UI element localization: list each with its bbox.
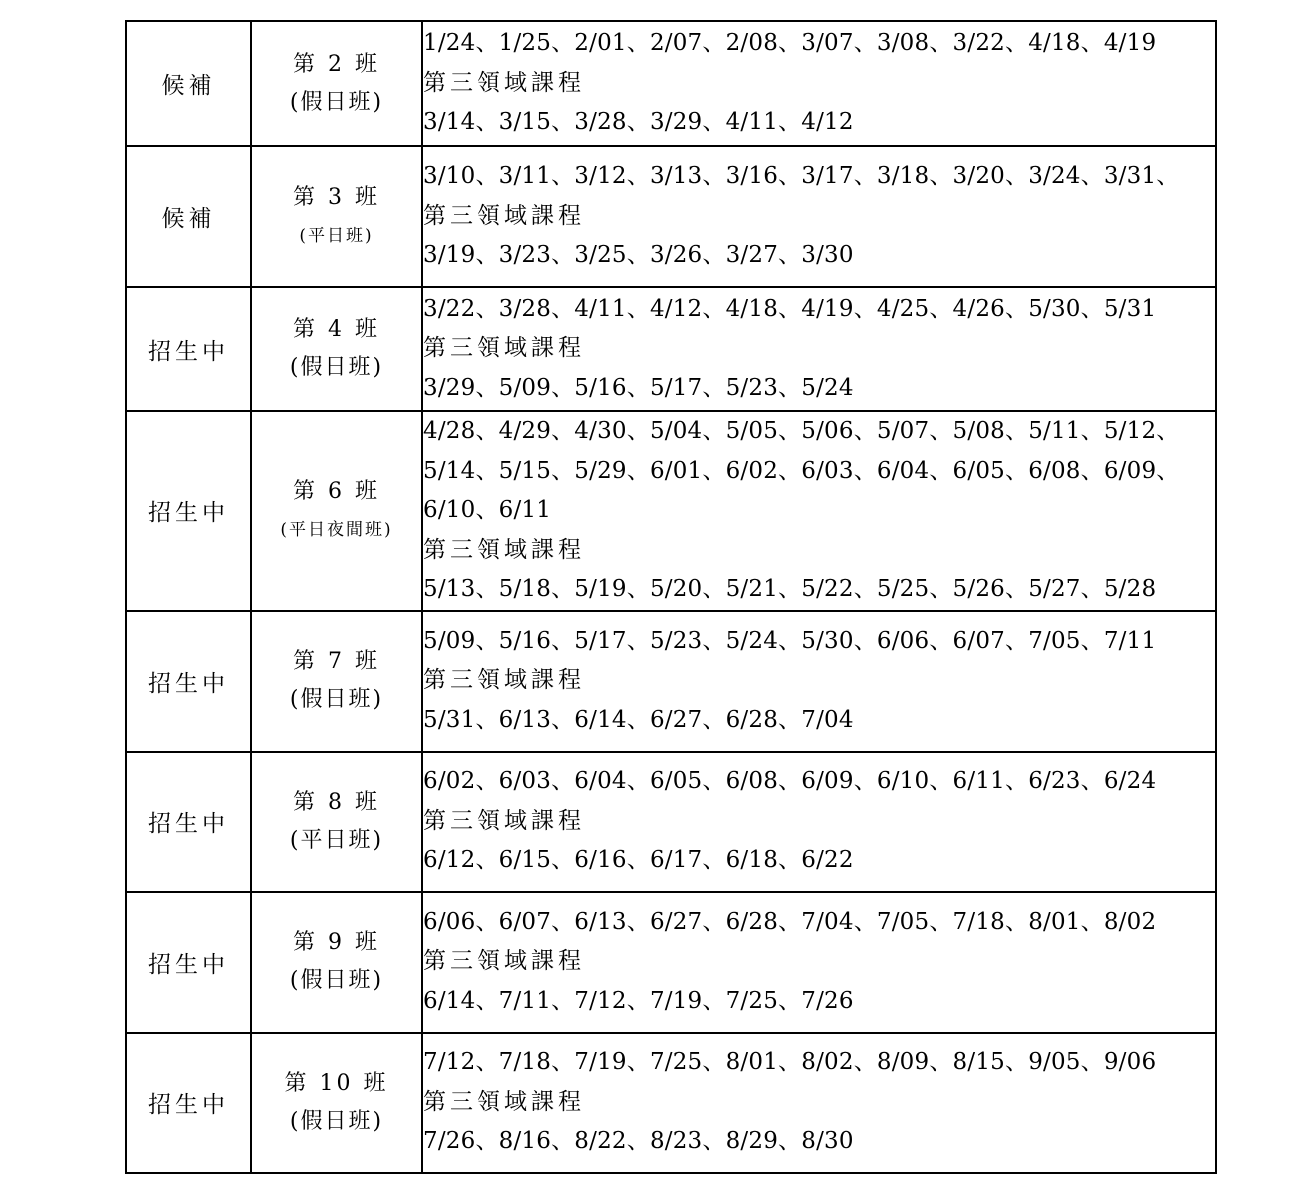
- table-row: [126, 892, 1216, 1033]
- course-dates-cell: [422, 411, 1216, 611]
- third-domain-dates: 3/29、5/09、5/16、5/17、5/23、5/24: [423, 374, 854, 401]
- course-dates-line: 7/12、7/18、7/19、7/25、8/01、8/02、8/09、8/15、9/05、9/06: [423, 1049, 1157, 1076]
- class-cell: [251, 21, 422, 146]
- course-dates-line: 3/22、3/28、4/11、4/12、4/18、4/19、4/25、4/26、5/30、5/31: [423, 295, 1157, 322]
- class-cell: [251, 752, 422, 892]
- third-domain-dates: 6/14、7/11、7/12、7/19、7/25、7/26: [423, 987, 854, 1014]
- class-cell: [251, 611, 422, 752]
- table-row: [126, 611, 1216, 752]
- third-domain-label: 第三領域課程: [423, 536, 585, 563]
- course-dates-cell: [422, 752, 1216, 892]
- course-dates-cell: [422, 1033, 1216, 1173]
- class-type: (假日班): [289, 89, 384, 115]
- table-row: [126, 146, 1216, 287]
- class-type: (假日班): [289, 1108, 384, 1134]
- class-schedule-table: [125, 20, 1217, 1174]
- class-cell: [251, 411, 422, 611]
- class-name: 第 9 班: [293, 930, 380, 955]
- class-cell: [251, 146, 422, 287]
- table-row: [126, 752, 1216, 892]
- class-type: (平日班): [299, 225, 374, 246]
- table-row: [126, 287, 1216, 411]
- enrollment-status: 候補: [126, 146, 251, 287]
- third-domain-label: 第三領域課程: [423, 69, 585, 96]
- enrollment-status: 招生中: [126, 752, 251, 892]
- course-dates-line: 3/10、3/11、3/12、3/13、3/16、3/17、3/18、3/20、3/24、3/31、: [423, 163, 1180, 190]
- class-cell: [251, 1033, 422, 1173]
- class-type: (假日班): [289, 687, 384, 712]
- class-type: (假日班): [289, 968, 384, 993]
- course-dates-cell: [422, 21, 1216, 146]
- class-name: 第 8 班: [293, 789, 380, 815]
- class-name: 第 7 班: [293, 649, 380, 674]
- class-cell: [251, 892, 422, 1033]
- third-domain-label: 第三領域課程: [423, 335, 585, 362]
- table-row: [126, 411, 1216, 611]
- third-domain-label: 第三領域課程: [423, 948, 585, 975]
- third-domain-dates: 3/19、3/23、3/25、3/26、3/27、3/30: [423, 242, 854, 269]
- course-dates-line: 4/28、4/29、4/30、5/04、5/05、5/06、5/07、5/08、5/11、5/12、: [423, 418, 1180, 444]
- course-dates-line: 5/14、5/15、5/29、6/01、6/02、6/03、6/04、6/05、6/08、6/09、: [423, 457, 1180, 484]
- third-domain-dates: 6/12、6/15、6/16、6/17、6/18、6/22: [423, 847, 854, 874]
- enrollment-status: 候補: [126, 21, 251, 146]
- third-domain-dates: 7/26、8/16、8/22、8/23、8/29、8/30: [423, 1128, 854, 1155]
- course-dates-line: 6/10、6/11: [423, 497, 552, 523]
- course-dates-cell: [422, 892, 1216, 1033]
- enrollment-status: 招生中: [126, 892, 251, 1033]
- enrollment-status: 招生中: [126, 411, 251, 611]
- class-type: (假日班): [289, 355, 384, 380]
- class-type: (平日班): [289, 827, 384, 853]
- class-name: 第 2 班: [293, 51, 380, 77]
- table-row: [126, 21, 1216, 146]
- course-dates-line: 1/24、1/25、2/01、2/07、2/08、3/07、3/08、3/22、4/18、4/19: [423, 30, 1157, 57]
- class-name: 第 3 班: [293, 184, 380, 210]
- class-name: 第 10 班: [284, 1070, 389, 1096]
- class-name: 第 4 班: [293, 317, 380, 342]
- class-name: 第 6 班: [293, 478, 380, 504]
- course-dates-cell: [422, 287, 1216, 411]
- enrollment-status: 招生中: [126, 287, 251, 411]
- third-domain-dates: 5/31、6/13、6/14、6/27、6/28、7/04: [423, 706, 854, 733]
- course-dates-line: 6/06、6/07、6/13、6/27、6/28、7/04、7/05、7/18、8/01、8/02: [423, 908, 1157, 935]
- table-row: [126, 1033, 1216, 1173]
- third-domain-label: 第三領域課程: [423, 1088, 585, 1115]
- class-type: (平日夜間班): [280, 519, 393, 540]
- third-domain-dates: 3/14、3/15、3/28、3/29、4/11、4/12: [423, 109, 854, 136]
- enrollment-status: 招生中: [126, 1033, 251, 1173]
- enrollment-status: 招生中: [126, 611, 251, 752]
- course-dates-cell: [422, 611, 1216, 752]
- course-dates-cell: [422, 146, 1216, 287]
- third-domain-label: 第三領域課程: [423, 667, 585, 694]
- course-dates-line: 5/09、5/16、5/17、5/23、5/24、5/30、6/06、6/07、7/05、7/11: [423, 627, 1157, 654]
- third-domain-label: 第三領域課程: [423, 202, 585, 229]
- class-cell: [251, 287, 422, 411]
- third-domain-label: 第三領域課程: [423, 807, 585, 834]
- course-dates-line: 6/02、6/03、6/04、6/05、6/08、6/09、6/10、6/11、6/23、6/24: [423, 768, 1157, 795]
- third-domain-dates: 5/13、5/18、5/19、5/20、5/21、5/22、5/25、5/26、5/27、5/28: [423, 576, 1157, 602]
